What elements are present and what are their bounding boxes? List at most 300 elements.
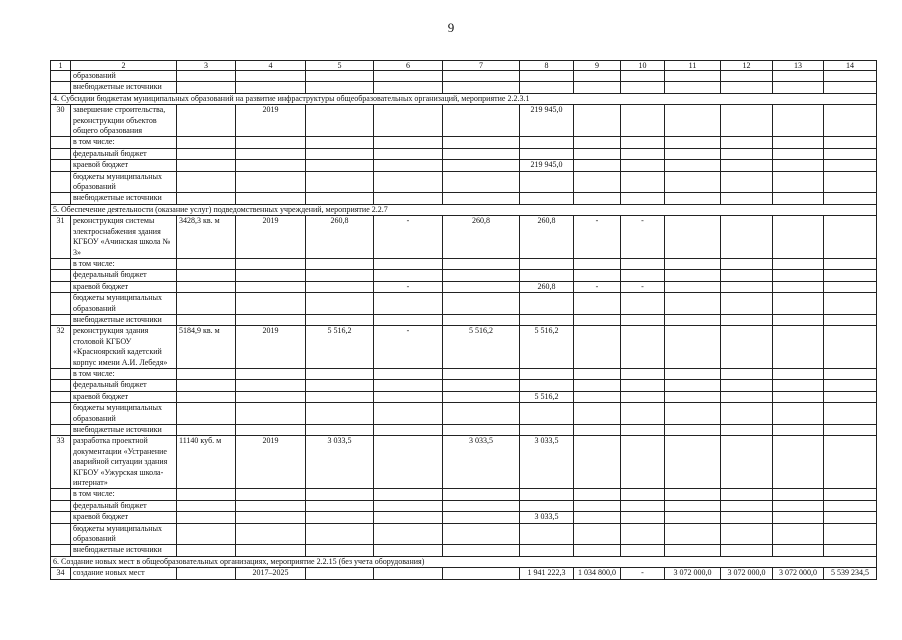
table-row	[51, 436, 877, 489]
value-cell	[574, 171, 621, 193]
value-cell	[574, 258, 621, 269]
value-cell	[236, 270, 306, 281]
row-label-cell: федеральный бюджет	[71, 148, 177, 159]
value-cell	[520, 489, 574, 500]
value-cell	[520, 523, 574, 545]
value-cell	[374, 160, 443, 171]
value-cell	[773, 489, 824, 500]
value-cell	[665, 436, 721, 489]
value-cell	[306, 425, 374, 436]
value-cell	[721, 281, 773, 292]
value-cell	[621, 425, 665, 436]
value-cell	[236, 293, 306, 315]
value-cell	[520, 270, 574, 281]
value-cell	[236, 380, 306, 391]
value-cell	[773, 71, 824, 82]
column-header: 7	[443, 61, 520, 71]
table-row	[51, 193, 877, 204]
value-cell	[773, 293, 824, 315]
value-cell	[306, 512, 374, 523]
value-cell	[665, 368, 721, 379]
row-number-cell	[51, 171, 71, 193]
value-cell	[374, 403, 443, 425]
value-cell	[721, 293, 773, 315]
value-cell	[177, 293, 236, 315]
value-cell	[574, 293, 621, 315]
value-cell	[177, 270, 236, 281]
value-cell	[773, 314, 824, 325]
value-cell	[306, 105, 374, 137]
value-cell	[177, 403, 236, 425]
value-cell	[374, 391, 443, 402]
value-cell: 11140 куб. м	[177, 436, 236, 489]
value-cell	[520, 545, 574, 556]
row-label-cell: реконструкция системы электроснабжения здания КГБОУ «Ачинская школа № 3»	[71, 216, 177, 259]
value-cell	[824, 293, 877, 315]
value-cell	[773, 391, 824, 402]
value-cell	[574, 512, 621, 523]
value-cell	[374, 293, 443, 315]
value-cell	[306, 314, 374, 325]
table-row	[51, 148, 877, 159]
value-cell	[443, 500, 520, 511]
table-row	[51, 171, 877, 193]
row-label-cell: создание новых мест	[71, 568, 177, 579]
value-cell: 3 072 000,0	[721, 568, 773, 579]
value-cell	[374, 380, 443, 391]
value-cell	[374, 105, 443, 137]
table-row	[51, 489, 877, 500]
value-cell	[236, 258, 306, 269]
table-row	[51, 71, 877, 82]
row-number-cell	[51, 545, 71, 556]
row-number-cell: 33	[51, 436, 71, 489]
value-cell	[621, 293, 665, 315]
value-cell	[621, 489, 665, 500]
value-cell	[306, 500, 374, 511]
value-cell	[665, 258, 721, 269]
value-cell	[773, 105, 824, 137]
column-header: 14	[824, 61, 877, 71]
row-label-cell: внебюджетные источники	[71, 314, 177, 325]
table-row	[51, 512, 877, 523]
value-cell	[773, 281, 824, 292]
value-cell	[177, 148, 236, 159]
value-cell	[236, 368, 306, 379]
table-row	[51, 568, 877, 579]
value-cell	[773, 436, 824, 489]
value-cell	[824, 314, 877, 325]
column-header: 5	[306, 61, 374, 71]
value-cell	[621, 314, 665, 325]
value-cell	[574, 403, 621, 425]
value-cell	[520, 500, 574, 511]
value-cell	[721, 193, 773, 204]
value-cell	[773, 380, 824, 391]
row-label-cell: внебюджетные источники	[71, 193, 177, 204]
row-label-cell: бюджеты муниципальных образований	[71, 293, 177, 315]
value-cell	[443, 148, 520, 159]
value-cell	[306, 270, 374, 281]
value-cell	[824, 71, 877, 82]
value-cell	[824, 82, 877, 93]
value-cell: -	[374, 216, 443, 259]
row-number-cell	[51, 82, 71, 93]
value-cell	[824, 391, 877, 402]
value-cell	[665, 270, 721, 281]
value-cell: 3 033,5	[443, 436, 520, 489]
section-title: 6. Создание новых мест в общеобразовательных организациях, мероприятие 2.2.15 (без учета оборудования)	[51, 556, 877, 567]
value-cell	[574, 105, 621, 137]
value-cell	[773, 160, 824, 171]
value-cell	[177, 137, 236, 148]
row-label-cell: федеральный бюджет	[71, 380, 177, 391]
value-cell	[306, 489, 374, 500]
value-cell	[824, 216, 877, 259]
value-cell	[721, 403, 773, 425]
value-cell	[520, 258, 574, 269]
value-cell	[665, 391, 721, 402]
value-cell	[236, 82, 306, 93]
row-number-cell	[51, 512, 71, 523]
value-cell	[306, 281, 374, 292]
column-header: 2	[71, 61, 177, 71]
row-label-cell: образований	[71, 71, 177, 82]
table-row	[51, 391, 877, 402]
table-row	[51, 82, 877, 93]
row-number-cell	[51, 71, 71, 82]
value-cell: 260,8	[306, 216, 374, 259]
value-cell	[665, 281, 721, 292]
budget-table	[50, 60, 877, 580]
value-cell	[443, 160, 520, 171]
value-cell	[520, 71, 574, 82]
value-cell	[721, 71, 773, 82]
value-cell	[773, 270, 824, 281]
value-cell	[574, 160, 621, 171]
value-cell: 5 516,2	[520, 391, 574, 402]
value-cell	[306, 171, 374, 193]
value-cell	[621, 403, 665, 425]
value-cell	[721, 489, 773, 500]
value-cell	[665, 314, 721, 325]
section-row	[51, 93, 877, 104]
value-cell: 3 072 000,0	[773, 568, 824, 579]
table-row	[51, 425, 877, 436]
value-cell	[665, 71, 721, 82]
value-cell	[824, 380, 877, 391]
value-cell	[824, 425, 877, 436]
value-cell	[374, 314, 443, 325]
value-cell	[824, 436, 877, 489]
value-cell	[177, 160, 236, 171]
table-row	[51, 293, 877, 315]
value-cell: 2019	[236, 216, 306, 259]
row-number-cell	[51, 160, 71, 171]
value-cell	[824, 148, 877, 159]
value-cell: 5184,9 кв. м	[177, 326, 236, 369]
value-cell: 3428,3 кв. м	[177, 216, 236, 259]
value-cell	[574, 500, 621, 511]
value-cell	[177, 523, 236, 545]
value-cell	[177, 512, 236, 523]
value-cell	[665, 523, 721, 545]
value-cell	[665, 137, 721, 148]
row-label-cell: в том числе:	[71, 137, 177, 148]
value-cell: 219 945,0	[520, 160, 574, 171]
value-cell	[520, 368, 574, 379]
value-cell	[574, 314, 621, 325]
row-number-cell	[51, 523, 71, 545]
column-header: 9	[574, 61, 621, 71]
value-cell	[374, 368, 443, 379]
value-cell	[443, 391, 520, 402]
row-number-cell	[51, 293, 71, 315]
value-cell	[773, 545, 824, 556]
value-cell	[443, 71, 520, 82]
value-cell	[665, 293, 721, 315]
value-cell	[177, 391, 236, 402]
value-cell	[374, 137, 443, 148]
value-cell	[621, 71, 665, 82]
table-row	[51, 281, 877, 292]
row-number-cell	[51, 193, 71, 204]
value-cell	[520, 137, 574, 148]
row-number-cell: 34	[51, 568, 71, 579]
value-cell	[177, 489, 236, 500]
value-cell	[236, 281, 306, 292]
value-cell	[665, 403, 721, 425]
value-cell	[721, 512, 773, 523]
value-cell	[665, 512, 721, 523]
table-row	[51, 403, 877, 425]
row-label-cell: бюджеты муниципальных образований	[71, 523, 177, 545]
value-cell: 3 033,5	[306, 436, 374, 489]
value-cell	[721, 380, 773, 391]
value-cell: 3 033,5	[520, 512, 574, 523]
row-number-cell	[51, 500, 71, 511]
value-cell	[306, 137, 374, 148]
value-cell	[773, 193, 824, 204]
value-cell	[773, 326, 824, 369]
value-cell	[574, 489, 621, 500]
value-cell	[443, 368, 520, 379]
value-cell	[621, 137, 665, 148]
value-cell: 2019	[236, 326, 306, 369]
value-cell	[621, 391, 665, 402]
value-cell	[824, 171, 877, 193]
value-cell	[621, 270, 665, 281]
value-cell	[306, 293, 374, 315]
value-cell: 1 034 800,0	[574, 568, 621, 579]
value-cell	[721, 216, 773, 259]
value-cell	[236, 512, 306, 523]
value-cell: 5 539 234,5	[824, 568, 877, 579]
value-cell	[177, 380, 236, 391]
value-cell	[374, 436, 443, 489]
row-number-cell	[51, 489, 71, 500]
row-label-cell: в том числе:	[71, 489, 177, 500]
row-label-cell: бюджеты муниципальных образований	[71, 403, 177, 425]
value-cell	[306, 258, 374, 269]
value-cell	[374, 193, 443, 204]
table-row	[51, 160, 877, 171]
row-label-cell: разработка проектной документации «Устранение аварийной ситуации здания КГБОУ «Ужурская школа-интернат»	[71, 436, 177, 489]
value-cell	[721, 523, 773, 545]
row-label-cell: в том числе:	[71, 368, 177, 379]
value-cell	[306, 82, 374, 93]
value-cell	[306, 380, 374, 391]
row-label-cell: краевой бюджет	[71, 391, 177, 402]
value-cell	[177, 425, 236, 436]
value-cell	[721, 258, 773, 269]
value-cell: -	[621, 568, 665, 579]
value-cell	[236, 171, 306, 193]
value-cell	[177, 105, 236, 137]
value-cell	[306, 368, 374, 379]
value-cell	[520, 171, 574, 193]
value-cell	[621, 171, 665, 193]
value-cell	[621, 523, 665, 545]
row-label-cell: внебюджетные источники	[71, 545, 177, 556]
value-cell	[721, 148, 773, 159]
value-cell	[574, 380, 621, 391]
row-label-cell: реконструкция здания столовой КГБОУ «Красноярский кадетский корпус имени А.И. Лебедя»	[71, 326, 177, 369]
value-cell	[443, 105, 520, 137]
value-cell	[824, 270, 877, 281]
value-cell	[574, 436, 621, 489]
value-cell: -	[621, 281, 665, 292]
table-row	[51, 137, 877, 148]
column-header: 6	[374, 61, 443, 71]
value-cell	[824, 512, 877, 523]
value-cell	[665, 160, 721, 171]
value-cell: 5 516,2	[520, 326, 574, 369]
value-cell	[520, 148, 574, 159]
value-cell	[177, 258, 236, 269]
value-cell	[621, 258, 665, 269]
value-cell	[443, 258, 520, 269]
row-number-cell: 31	[51, 216, 71, 259]
row-number-cell	[51, 148, 71, 159]
value-cell	[824, 403, 877, 425]
table-row	[51, 314, 877, 325]
value-cell	[177, 368, 236, 379]
value-cell: 260,8	[520, 281, 574, 292]
row-number-cell	[51, 270, 71, 281]
value-cell	[177, 82, 236, 93]
row-number-cell	[51, 368, 71, 379]
row-label-cell: бюджеты муниципальных образований	[71, 171, 177, 193]
table-row	[51, 368, 877, 379]
value-cell	[306, 148, 374, 159]
value-cell	[721, 326, 773, 369]
value-cell	[306, 545, 374, 556]
value-cell	[374, 82, 443, 93]
row-label-cell: краевой бюджет	[71, 160, 177, 171]
value-cell	[443, 425, 520, 436]
value-cell	[773, 137, 824, 148]
value-cell: 2019	[236, 436, 306, 489]
value-cell	[306, 193, 374, 204]
value-cell	[306, 568, 374, 579]
value-cell	[665, 380, 721, 391]
value-cell	[177, 500, 236, 511]
value-cell: 5 516,2	[306, 326, 374, 369]
value-cell	[574, 391, 621, 402]
column-header: 1	[51, 61, 71, 71]
value-cell	[721, 425, 773, 436]
value-cell: 260,8	[443, 216, 520, 259]
value-cell: 3 033,5	[520, 436, 574, 489]
section-row	[51, 556, 877, 567]
value-cell	[236, 489, 306, 500]
value-cell	[824, 489, 877, 500]
value-cell	[574, 71, 621, 82]
value-cell	[621, 105, 665, 137]
value-cell	[236, 425, 306, 436]
value-cell: 219 945,0	[520, 105, 574, 137]
value-cell	[773, 216, 824, 259]
value-cell	[665, 148, 721, 159]
table-row	[51, 258, 877, 269]
value-cell	[824, 193, 877, 204]
row-number-cell	[51, 314, 71, 325]
value-cell	[824, 258, 877, 269]
value-cell	[824, 500, 877, 511]
row-number-cell: 30	[51, 105, 71, 137]
value-cell	[306, 71, 374, 82]
value-cell	[574, 425, 621, 436]
table-row	[51, 105, 877, 137]
value-cell	[520, 425, 574, 436]
value-cell	[236, 523, 306, 545]
value-cell	[721, 436, 773, 489]
value-cell	[520, 293, 574, 315]
value-cell	[721, 545, 773, 556]
column-header: 8	[520, 61, 574, 71]
value-cell	[374, 512, 443, 523]
value-cell	[520, 314, 574, 325]
row-number-cell	[51, 380, 71, 391]
value-cell	[824, 105, 877, 137]
value-cell: 260,8	[520, 216, 574, 259]
value-cell	[236, 403, 306, 425]
value-cell	[574, 326, 621, 369]
value-cell	[621, 500, 665, 511]
value-cell	[520, 403, 574, 425]
value-cell	[574, 148, 621, 159]
column-header: 4	[236, 61, 306, 71]
value-cell	[177, 193, 236, 204]
table-row	[51, 380, 877, 391]
value-cell	[665, 82, 721, 93]
value-cell	[721, 270, 773, 281]
value-cell	[443, 545, 520, 556]
value-cell	[306, 403, 374, 425]
value-cell	[236, 137, 306, 148]
value-cell	[520, 82, 574, 93]
value-cell: -	[374, 281, 443, 292]
value-cell	[443, 512, 520, 523]
value-cell	[721, 391, 773, 402]
value-cell	[665, 171, 721, 193]
value-cell	[621, 545, 665, 556]
value-cell	[443, 171, 520, 193]
table-body	[51, 71, 877, 580]
value-cell	[374, 258, 443, 269]
value-cell: -	[574, 281, 621, 292]
